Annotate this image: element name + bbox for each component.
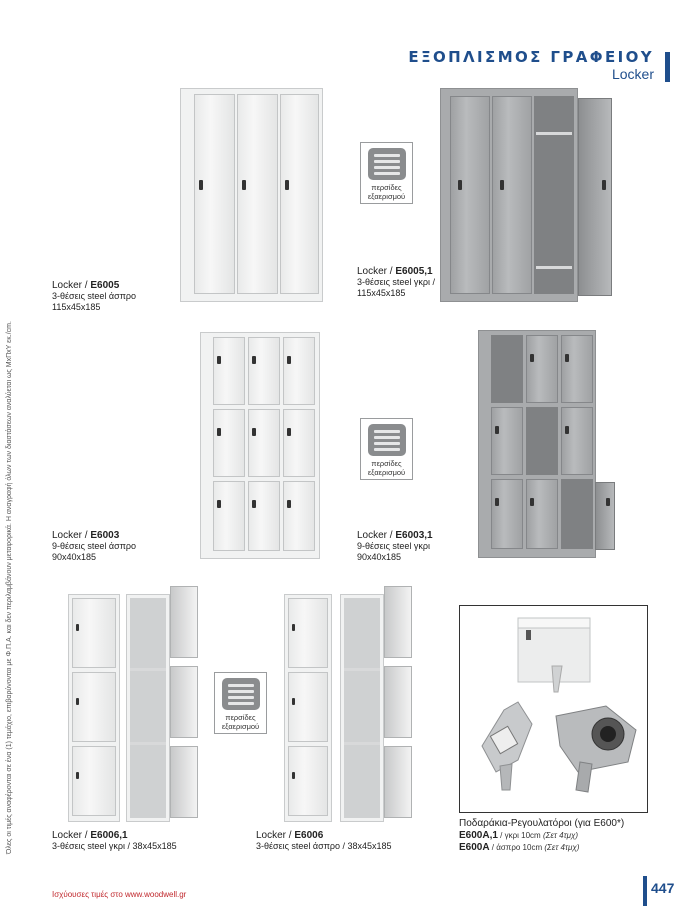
side-note: Όλες οι τιμές αναφέρονται σε ένα (1) τεμάχιο, επιβαρύνονται με Φ.Π.Α. και δεν περιλαμβάνουν μεταφορικά. Η αναγραφή όλων των διαστάσεων αναλύεται ως ΜxΠxΥ εκ./cm. xyxy=(6,321,13,854)
locker-e6005-image xyxy=(180,88,323,302)
vent-louvre-icon xyxy=(368,148,406,180)
vent-louvre-icon xyxy=(222,678,260,710)
caption-e6005: Locker / E6005 3-θέσεις steel άσπρο 115x45x185 xyxy=(52,280,137,312)
page-title: ΕΞΟΠΛΙΣΜΟΣ ΓΡΑΦΕΙΟΥ xyxy=(408,48,654,66)
locker-e6006-image xyxy=(284,586,416,826)
locker-e6005-1-image xyxy=(440,88,615,302)
vent-callout-1: περσίδες εξαερισμού xyxy=(360,142,413,204)
locker-e6006-1-image xyxy=(68,586,200,826)
page-number-bar xyxy=(643,876,647,906)
legs-caption: Ποδαράκια-Ρεγουλατόροι (για E600*) E600A,1 / γκρι 10cm (Σετ 4τμχ) E600A / άσπρο 10cm (Σετ 4τμχ) xyxy=(459,818,625,853)
header-accent-bar xyxy=(665,52,670,82)
caption-e6006: Locker / E6006 3-θέσεις steel άσπρο / 38x45x185 xyxy=(256,830,392,851)
locker-e6003-1-image xyxy=(478,330,618,558)
page-number: 447 xyxy=(651,880,675,896)
vent-callout-3: περσίδες εξαερισμού xyxy=(214,672,267,734)
page-header xyxy=(408,48,654,82)
footer-website-note: Ισχύουσες τιμές στο www.woodwell.gr xyxy=(52,890,187,899)
legs-image-box xyxy=(459,605,648,813)
locker-e6003-image xyxy=(200,332,320,559)
caption-e6003: Locker / E6003 9-θέσεις steel άσπρο 90x40x185 xyxy=(52,530,137,562)
caption-e6006-1: Locker / E6006,1 3-θέσεις steel γκρι / 38x45x185 xyxy=(52,830,177,851)
page-subtitle: Locker xyxy=(611,66,654,82)
adjustable-feet-illustration xyxy=(460,606,647,812)
vent-callout-2: περσίδες εξαερισμού xyxy=(360,418,413,480)
caption-e6003-1: Locker / E6003,1 9-θέσεις steel γκρι 90x40x185 xyxy=(357,530,433,562)
legs-title: Ποδαράκια-Ρεγουλατόροι (για E600*) xyxy=(459,818,625,829)
vent-louvre-icon xyxy=(368,424,406,456)
caption-e6005-1: Locker / E6005,1 3-θέσεις steel γκρι / 115x45x185 xyxy=(357,266,436,298)
